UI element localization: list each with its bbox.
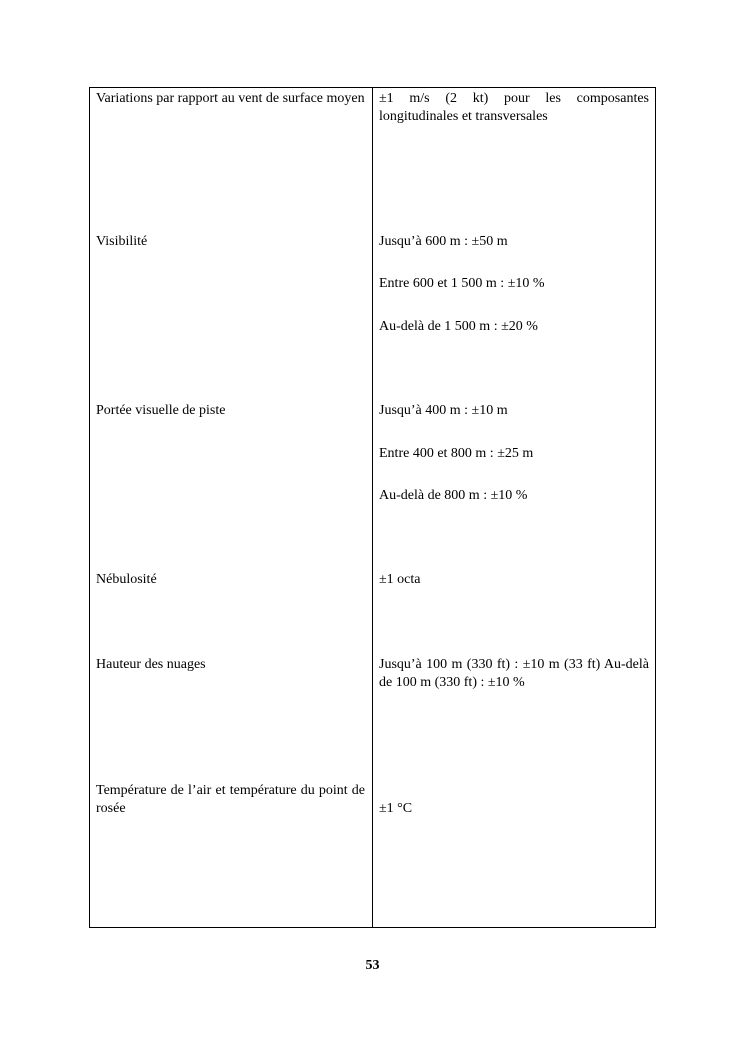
accuracy-cell-visibility-3: Au-delà de 1 500 m : ±20 % <box>379 319 538 334</box>
accuracy-cell-rvr-1: Jusqu’à 400 m : ±10 m <box>379 403 508 418</box>
param-cell-visibility: Visibilité <box>96 234 148 249</box>
accuracy-cell-rvr-2: Entre 400 et 800 m : ±25 m <box>379 446 534 461</box>
accuracy-cell-rvr-3: Au-delà de 800 m : ±10 % <box>379 488 528 503</box>
param-cell-runway-visual-range: Portée visuelle de piste <box>96 403 226 418</box>
accuracy-cell-cloud-height: Jusqu’à 100 m (330 ft) : ±10 m (33 ft) Au-delà de 100 m (330 ft) : ±10 % <box>379 657 649 690</box>
param-cell-surface-wind-variations: Variations par rapport au vent de surface moyen <box>96 91 365 106</box>
page-number: 53 <box>365 958 380 973</box>
accuracy-cell-surface-wind-variations: ±1 m/s (2 kt) pour les composantes longitudinales et transversales <box>379 91 649 124</box>
param-cell-air-dewpoint-temperature: Température de l’air et température du point de rosée <box>96 783 365 816</box>
column-divider <box>372 88 373 927</box>
accuracy-cell-air-dewpoint-temperature: ±1 °C <box>379 801 413 816</box>
param-cell-cloud-height: Hauteur des nuages <box>96 657 206 672</box>
param-cell-cloud-amount: Nébulosité <box>96 572 157 587</box>
accuracy-table <box>89 87 656 928</box>
accuracy-cell-visibility-1: Jusqu’à 600 m : ±50 m <box>379 234 508 249</box>
accuracy-cell-cloud-amount: ±1 octa <box>379 572 421 587</box>
accuracy-cell-visibility-2: Entre 600 et 1 500 m : ±10 % <box>379 276 545 291</box>
